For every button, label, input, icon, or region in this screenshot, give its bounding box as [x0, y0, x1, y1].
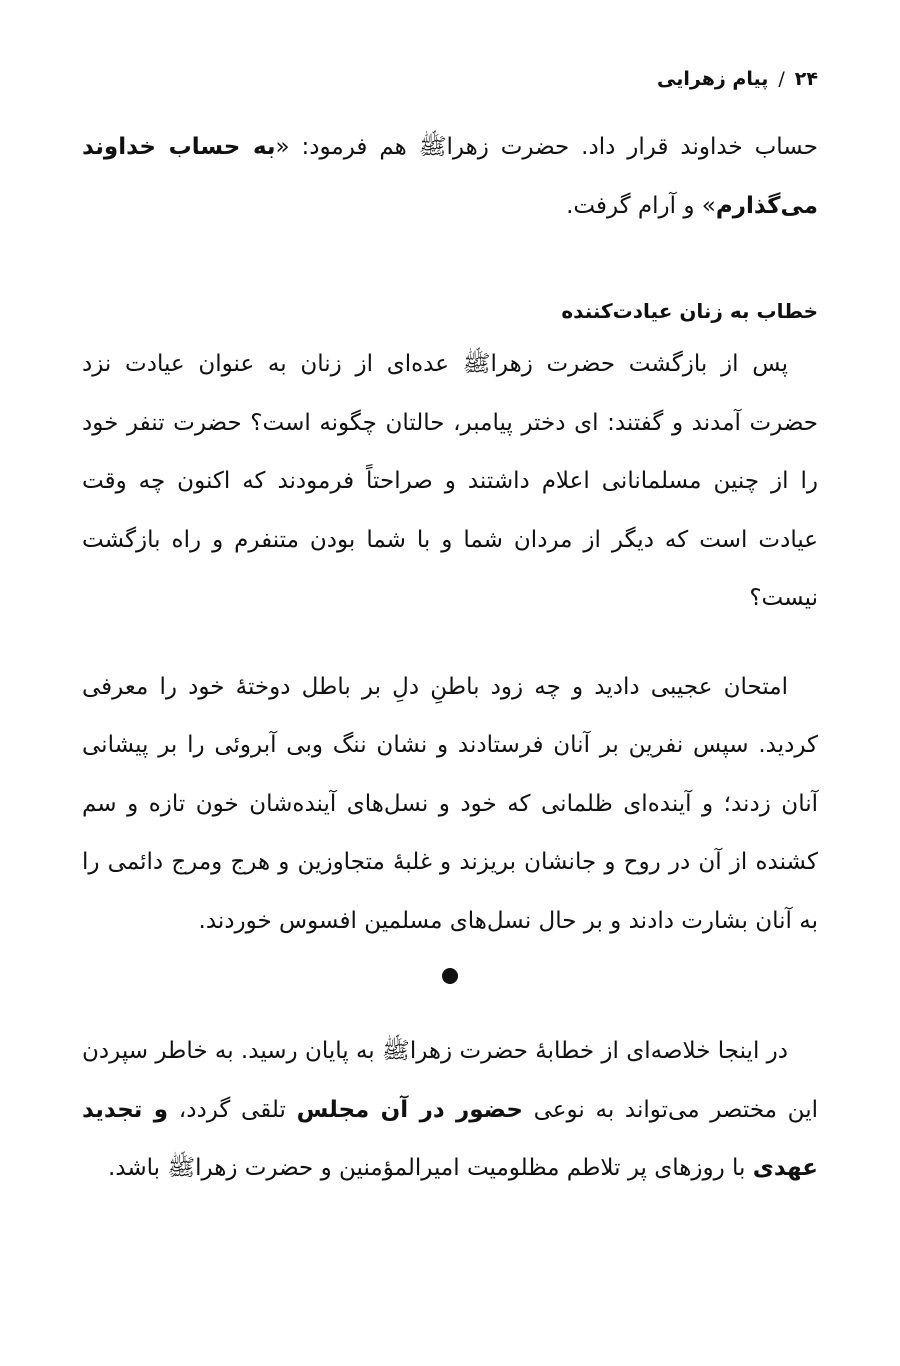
- paragraph-3-text-5: باشد.: [107, 1155, 168, 1181]
- page-body: [82, 118, 818, 1198]
- intro-text-2: هم فرمود: «: [275, 134, 419, 160]
- paragraph-3: [82, 1022, 818, 1198]
- book-page: [82, 0, 818, 1366]
- honorific-mark: ﷺ: [167, 1155, 196, 1181]
- honorific-mark: ﷺ: [382, 1038, 410, 1064]
- paragraph-3-text-1: در اینجا خلاصه‌ای از خطابهٔ حضرت زهرا: [409, 1038, 788, 1064]
- intro-text-1: حساب خداوند قرار داد. حضرت زهرا: [446, 134, 818, 160]
- paragraph-3-text-4: با روزهای پر تلاطم مظلومیت امیرالمؤمنین و حضرت زهرا: [195, 1155, 753, 1181]
- honorific-mark: ﷺ: [462, 351, 491, 377]
- intro-paragraph: [82, 118, 818, 235]
- bullet-dot-icon: [442, 968, 458, 984]
- section-divider: [82, 950, 818, 1022]
- paragraph-3-text-3: تلقی گردد،: [168, 1096, 297, 1123]
- header-separator: /: [778, 68, 785, 90]
- paragraph-2: امتحان عجیبی دادید و چه زود باطنِ دلِ بر باطل دوختهٔ خود را معرفی کردید. سپس نفرین بر آنان فرستادند و نشان ننگ وبی آبروئی را بر پیشانی آنان زدند؛ و آینده‌ای ظلمانی که خود و نسل‌های آینده‌شان خون تازه و سم کشنده از آن در روح و جانشان بریزند و غلبهٔ متجاوزین و هرج ومرج دائمی را به آنان بشارت دادند و بر حال نسل‌های مسلمین افسوس خوردند.: [82, 673, 818, 934]
- honorific-mark: ﷺ: [418, 134, 447, 160]
- paragraph-1-text-1: پس از بازگشت حضرت زهرا: [490, 351, 788, 377]
- paragraph-3-bold-2: و تجدید عهدی: [82, 1096, 818, 1181]
- paragraph-3-text-2: به پایان رسید. به خاطر سپردن این مختصر می‌تواند به نوعی: [82, 1038, 818, 1123]
- page-number: ۲۴: [794, 68, 818, 90]
- intro-text-3: » و آرام گرفت.: [566, 192, 716, 219]
- running-header: [657, 68, 818, 90]
- paragraph-1: [82, 335, 818, 628]
- intro-bold-quote: به حساب خداوند می‌گذارم: [82, 134, 818, 219]
- book-title: پیام زهرایی: [657, 68, 769, 90]
- paragraph-3-bold-1: حضور در آن مجلس: [296, 1096, 523, 1123]
- section-title: خطاب به زنان عیادت‌کننده: [561, 299, 818, 323]
- paragraph-1-text-2: عده‌ای از زنان به عنوان عیادت نزد حضرت آمدند و گفتند: ای دختر پیامبر، حالتان چگونه است؟ حضرت تنفر خود را از چنین مسلمانانی اعلام داشتند و صراحتاً فرمودند که اکنون چه وقت عیادت است که دیگر از مردان شما و با شما بودن متنفرم و راه بازگشت نیست؟: [82, 351, 818, 611]
